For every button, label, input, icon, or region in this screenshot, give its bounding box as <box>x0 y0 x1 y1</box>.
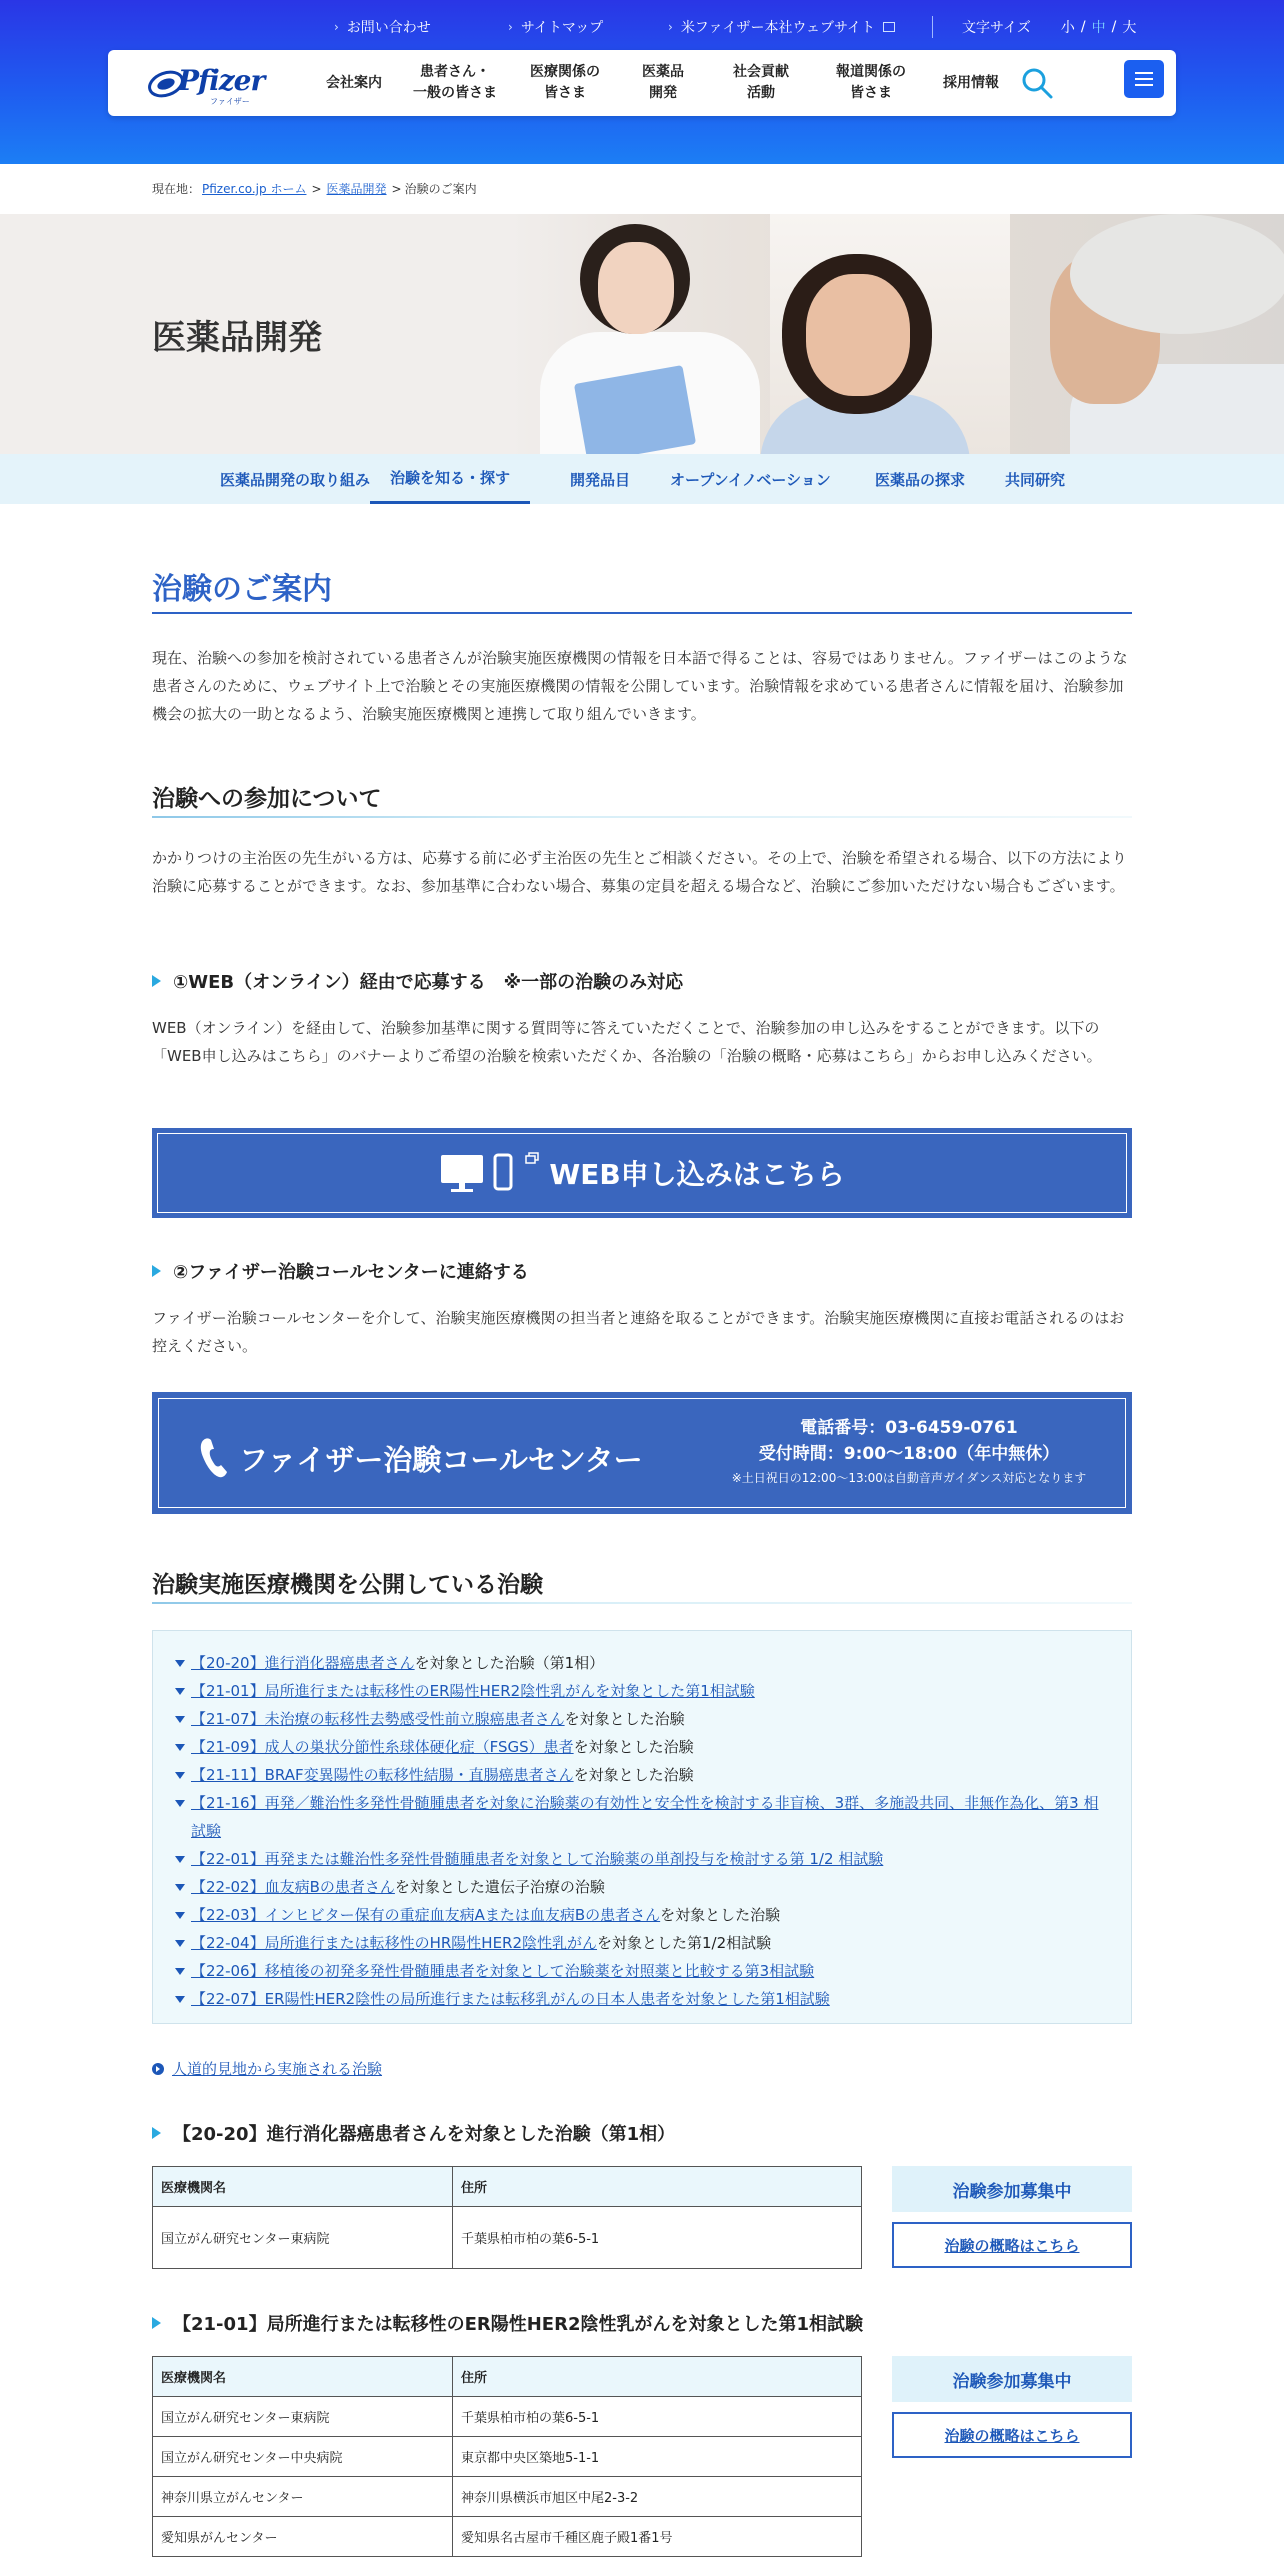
main-navbar <box>108 50 1176 116</box>
trial-link-suffix: を対象とした治験（第1相） <box>414 1654 605 1672</box>
institution-address: 東京都中央区築地5-1-1 <box>453 2437 862 2477</box>
trial-list-item <box>173 1873 1111 1901</box>
col-address: 住所 <box>453 2167 862 2207</box>
trial-list-item <box>173 1761 1111 1789</box>
logo-sub: ファイザー <box>210 97 250 106</box>
institution-name: 国立がん研究センター中央病院 <box>153 2437 453 2477</box>
call-center-phone: 電話番号：03-6459-0761 <box>800 1418 1018 1438</box>
trial-list-item <box>173 1677 1111 1705</box>
breadcrumb-prefix: 現在地： <box>152 182 201 196</box>
triangle-down-icon <box>175 1996 185 2003</box>
recruiting-status: 治験参加募集中 <box>892 2166 1132 2212</box>
logo-word: Pfizer <box>178 64 265 97</box>
chevron-right-icon: › <box>668 20 673 34</box>
humane-trials-link-label: 人道的見地から実施される治験 <box>172 2060 383 2078</box>
trial-link[interactable]: 【20-20】進行消化器癌患者さん <box>191 1654 415 1672</box>
triangle-down-icon <box>175 1800 185 1807</box>
trial-link[interactable]: 【22-01】再発または難治性多発性骨髄腫患者を対象として治験薬の単剤投与を検討する第 1/2 相試験 <box>191 1850 884 1868</box>
web-apply-heading-text: ①WEB（オンライン）経由で応募する ※一部の治験のみ対応 <box>173 972 684 993</box>
page-title: 治験のご案内 <box>152 572 332 607</box>
photo-shape <box>1070 214 1284 334</box>
humane-trials-link[interactable] <box>152 2058 382 2079</box>
call-center-title-label: ファイザー治験コールセンター <box>239 1442 643 1477</box>
web-apply-banner[interactable] <box>152 1128 1132 1218</box>
trial-list-item <box>173 1649 1111 1677</box>
web-apply-heading <box>152 968 683 994</box>
institution-table <box>152 2356 862 2557</box>
breadcrumb-sep: > <box>391 181 402 196</box>
font-size-large[interactable]: 大 <box>1122 20 1137 36</box>
nav-csr-label: 社会貢献 活動 <box>733 64 789 101</box>
triangle-down-icon <box>175 1856 185 1863</box>
breadcrumb-home[interactable]: Pfizer.co.jp ホーム <box>202 182 307 196</box>
font-size-switcher <box>962 14 1136 40</box>
nav-patients[interactable] <box>400 50 510 116</box>
trial-link[interactable]: 【22-04】局所進行または転移性のHR陽性HER2陰性乳がん <box>191 1934 598 1952</box>
participation-heading: 治験への参加について <box>152 786 382 812</box>
devices-icon <box>439 1151 539 1195</box>
font-size-small[interactable]: 小 <box>1060 20 1075 36</box>
trial-list <box>173 1649 1111 2013</box>
font-size-medium[interactable]: 中 <box>1091 20 1106 36</box>
circle-arrow-icon <box>152 2063 164 2075</box>
call-center-title <box>199 1437 643 1479</box>
institution-name: 国立がん研究センター東病院 <box>153 2207 453 2269</box>
photo-shape <box>806 274 910 396</box>
call-center-heading <box>152 1258 529 1284</box>
pfizer-logo[interactable] <box>148 62 268 106</box>
trial-list-item <box>173 1845 1111 1873</box>
nav-development[interactable] <box>620 50 706 116</box>
nav-press[interactable] <box>816 50 926 116</box>
triangle-down-icon <box>175 1716 185 1723</box>
font-size-label: 文字サイズ <box>962 20 1031 36</box>
col-institution-name: 医療機関名 <box>153 2357 453 2397</box>
page-hero <box>0 214 1284 454</box>
title-rule <box>152 612 1132 614</box>
nav-csr[interactable] <box>706 50 816 116</box>
col-address: 住所 <box>453 2357 862 2397</box>
table-header-row <box>153 2167 862 2207</box>
menu-icon-bar <box>1135 84 1153 86</box>
triangle-down-icon <box>175 1688 185 1695</box>
nav-careers-label: 採用情報 <box>943 74 999 91</box>
call-center-heading-text: ②ファイザー治験コールセンターに連絡する <box>173 1262 529 1283</box>
triangle-down-icon <box>175 1772 185 1779</box>
nav-development-label: 医薬品 開発 <box>642 64 684 101</box>
contact-link[interactable] <box>334 14 431 40</box>
institution-name: 神奈川県立がんセンター <box>153 2477 453 2517</box>
triangle-bullet-icon <box>152 2127 161 2139</box>
trial-list-item <box>173 1957 1111 1985</box>
call-center-text: ファイザー治験コールセンターを介して、治験実施医療機関の担当者と連絡を取ることができます。治験実施医療機関に直接お電話されるのはお控えください。 <box>152 1309 1125 1355</box>
trial-link[interactable]: 【21-09】成人の巣状分節性糸球体硬化症（FSGS）患者 <box>191 1738 574 1756</box>
trial-link[interactable]: 【21-07】未治療の転移性去勢感受性前立腺癌患者さん <box>191 1710 565 1728</box>
col-institution-name: 医療機関名 <box>153 2167 453 2207</box>
breadcrumb-development[interactable]: 医薬品開発 <box>326 182 387 196</box>
chevron-right-icon: › <box>508 20 513 34</box>
trial-link[interactable]: 【21-01】局所進行または転移性のER陽性HER2陰性乳がんを対象とした第1相試験 <box>191 1682 755 1700</box>
table-row <box>153 2437 862 2477</box>
call-center-banner[interactable] <box>152 1392 1132 1514</box>
recruiting-status: 治験参加募集中 <box>892 2356 1132 2402</box>
font-size-sep: / <box>1111 19 1117 35</box>
font-size-sep: / <box>1080 19 1086 35</box>
call-center-info <box>709 1415 1109 1489</box>
web-apply-banner-label: WEB申し込みはこちら <box>549 1158 845 1191</box>
phone-icon <box>199 1437 229 1479</box>
trial-section-heading-text: 【21-01】局所進行または転移性のER陽性HER2陰性乳がんを対象とした第1相試験 <box>173 2314 863 2335</box>
table-header-row <box>153 2357 862 2397</box>
trial-link[interactable]: 【21-16】再発／難治性多発性骨髄腫患者を対象に治験薬の有効性と安全性を検討する非盲検、3群、多施設共同、非無作為化、第3 相試験 <box>191 1794 1099 1840</box>
trial-overview-button[interactable]: 治験の概略はこちら <box>892 2412 1132 2458</box>
header-band <box>0 0 1284 164</box>
photo-shape <box>598 242 674 334</box>
trial-list-item <box>173 1789 1111 1845</box>
util-divider <box>932 16 933 38</box>
triangle-bullet-icon <box>152 975 161 987</box>
table-row <box>153 2517 862 2557</box>
institution-table <box>152 2166 862 2269</box>
nav-careers[interactable] <box>926 50 1016 116</box>
sub-navigation <box>0 454 1284 504</box>
triangle-down-icon <box>175 1912 185 1919</box>
table-row <box>153 2477 862 2517</box>
subnav-exploration[interactable]: 医薬品の探求 <box>875 470 966 489</box>
institution-address: 愛知県名古屋市千種区鹿子殿1番1号 <box>453 2517 862 2557</box>
trial-section-heading-text: 【20-20】進行消化器癌患者さんを対象とした治験（第1相） <box>173 2124 676 2145</box>
breadcrumb-current: 治験のご案内 <box>404 182 477 196</box>
menu-icon-bar <box>1135 72 1153 74</box>
nav-patients-label: 患者さん・ 一般の皆さま <box>413 64 497 101</box>
trial-link[interactable]: 【21-11】BRAF変異陽性の転移性結腸・直腸癌患者さん <box>191 1766 574 1784</box>
nav-company-label: 会社案内 <box>326 74 382 91</box>
subnav-collaboration[interactable]: 共同研究 <box>1005 470 1066 489</box>
triangle-bullet-icon <box>152 2317 161 2329</box>
trial-list-item <box>173 1901 1111 1929</box>
nav-company[interactable] <box>308 50 400 116</box>
triangle-down-icon <box>175 1884 185 1891</box>
heading-rule <box>152 816 1132 818</box>
institution-address: 千葉県柏市柏の葉6-5-1 <box>453 2207 862 2269</box>
page-hero-title: 医薬品開発 <box>152 318 322 358</box>
trial-link[interactable]: 【22-06】移植後の初発多発性骨髄腫患者を対象として治験薬を対照薬と比較する第3相試験 <box>191 1962 815 1980</box>
triangle-bullet-icon <box>152 1265 161 1277</box>
sitemap-link-label: サイトマップ <box>520 20 604 36</box>
institution-address: 神奈川県横浜市旭区中尾2-3-2 <box>453 2477 862 2517</box>
hero-photo <box>510 214 1284 454</box>
menu-icon-bar <box>1135 78 1153 80</box>
subnav-initiatives[interactable]: 医薬品開発の取り組み <box>220 470 371 489</box>
breadcrumb <box>152 180 477 197</box>
call-center-note: ※土日祝日の12:00～13:00は自動音声ガイダンス対応となります <box>731 1471 1087 1485</box>
call-center-banner-inner <box>158 1398 1126 1508</box>
trial-link[interactable]: 【22-03】インヒビター保有の重症血友病Aまたは血友病Bの患者さん <box>191 1906 661 1924</box>
institution-name: 国立がん研究センター東病院 <box>153 2397 453 2437</box>
trial-link-suffix: を対象とした治験 <box>573 1766 694 1784</box>
subnav-open-innovation[interactable]: オープンイノベーション <box>670 470 831 489</box>
triangle-down-icon <box>175 1744 185 1751</box>
us-site-link-label: 米ファイザー本社ウェブサイト <box>680 20 875 36</box>
hamburger-menu-button[interactable] <box>1124 60 1164 98</box>
chevron-right-icon: › <box>334 20 339 34</box>
trial-overview-button[interactable]: 治験の概略はこちら <box>892 2222 1132 2268</box>
trial-list-item <box>173 1985 1111 2013</box>
trial-section-heading <box>152 2310 863 2336</box>
trial-link-suffix: を対象とした治験 <box>573 1738 694 1756</box>
trial-link-suffix: を対象とした遺伝子治療の治験 <box>394 1878 605 1896</box>
nav-medical-label: 医療関係の 皆さま <box>530 64 600 101</box>
trials-heading: 治験実施医療機関を公開している治験 <box>152 1572 543 1598</box>
trial-list-item <box>173 1929 1111 1957</box>
heading-rule <box>152 1602 1132 1604</box>
trial-list-item <box>173 1733 1111 1761</box>
subnav-pipeline[interactable]: 開発品目 <box>570 470 631 489</box>
subnav-find-trials[interactable]: 治験を知る・探す <box>370 454 530 504</box>
table-row <box>153 2207 862 2269</box>
trial-link-suffix: を対象とした治験 <box>564 1710 685 1728</box>
web-apply-text: WEB（オンライン）を経由して、治験参加基準に関する質問等に答えていただくことで、治験参加の申し込みをすることができます。以下の「WEB申し込みはこちら」のバナーよりご希望の治験を検索いただくか、各治験の「治験の概略・応募はこちら」からお申し込みください。 <box>152 1019 1102 1065</box>
us-site-link[interactable] <box>668 14 895 40</box>
participation-text: かかりつけの主治医の先生がいる方は、応募する前に必ず主治医の先生とご相談ください。その上で、治験を希望される場合、以下の方法により治験に応募することができます。なお、参加基準に合わない場合、募集の定員を超える場合など、治験にご参加いただけない場合もございます。 <box>152 849 1127 895</box>
search-button[interactable] <box>1020 66 1054 100</box>
trial-link-suffix: を対象とした第1/2相試験 <box>597 1934 772 1952</box>
institution-name: 愛知県がんセンター <box>153 2517 453 2557</box>
trial-section-heading <box>152 2120 675 2146</box>
triangle-down-icon <box>175 1968 185 1975</box>
institution-address: 千葉県柏市柏の葉6-5-1 <box>453 2397 862 2437</box>
call-center-hours: 受付時間：9:00～18:00（年中無休） <box>758 1444 1060 1464</box>
trial-list-item <box>173 1705 1111 1733</box>
table-row <box>153 2397 862 2437</box>
web-apply-banner-inner <box>157 1133 1127 1213</box>
trial-link[interactable]: 【22-02】血友病Bの患者さん <box>191 1878 395 1896</box>
trial-link[interactable]: 【22-07】ER陽性HER2陰性の局所進行または転移乳がんの日本人患者を対象とした第1相試験 <box>191 1990 830 2008</box>
contact-link-label: お問い合わせ <box>346 20 431 36</box>
triangle-down-icon <box>175 1940 185 1947</box>
intro-text: 現在、治験への参加を検討されている患者さんが治験実施医療機関の情報を日本語で得ることは、容易ではありません。ファイザーはこのような患者さんのために、ウェブサイト上で治験とその実施医療機関の情報を公開しています。治験情報を求めている患者さんに情報を届け、治験参加機会の拡大の一助となるよう、治験実施医療機関と連携して取り組んでいきます。 <box>152 649 1128 723</box>
trial-link-suffix: を対象とした治験 <box>660 1906 781 1924</box>
triangle-down-icon <box>175 1660 185 1667</box>
sitemap-link[interactable] <box>508 14 603 40</box>
trial-list-box <box>152 1630 1132 2024</box>
nav-press-label: 報道関係の 皆さま <box>836 64 906 101</box>
external-link-icon <box>883 22 895 32</box>
search-icon <box>1020 66 1054 100</box>
nav-medical[interactable] <box>510 50 620 116</box>
breadcrumb-sep: > <box>311 181 322 196</box>
